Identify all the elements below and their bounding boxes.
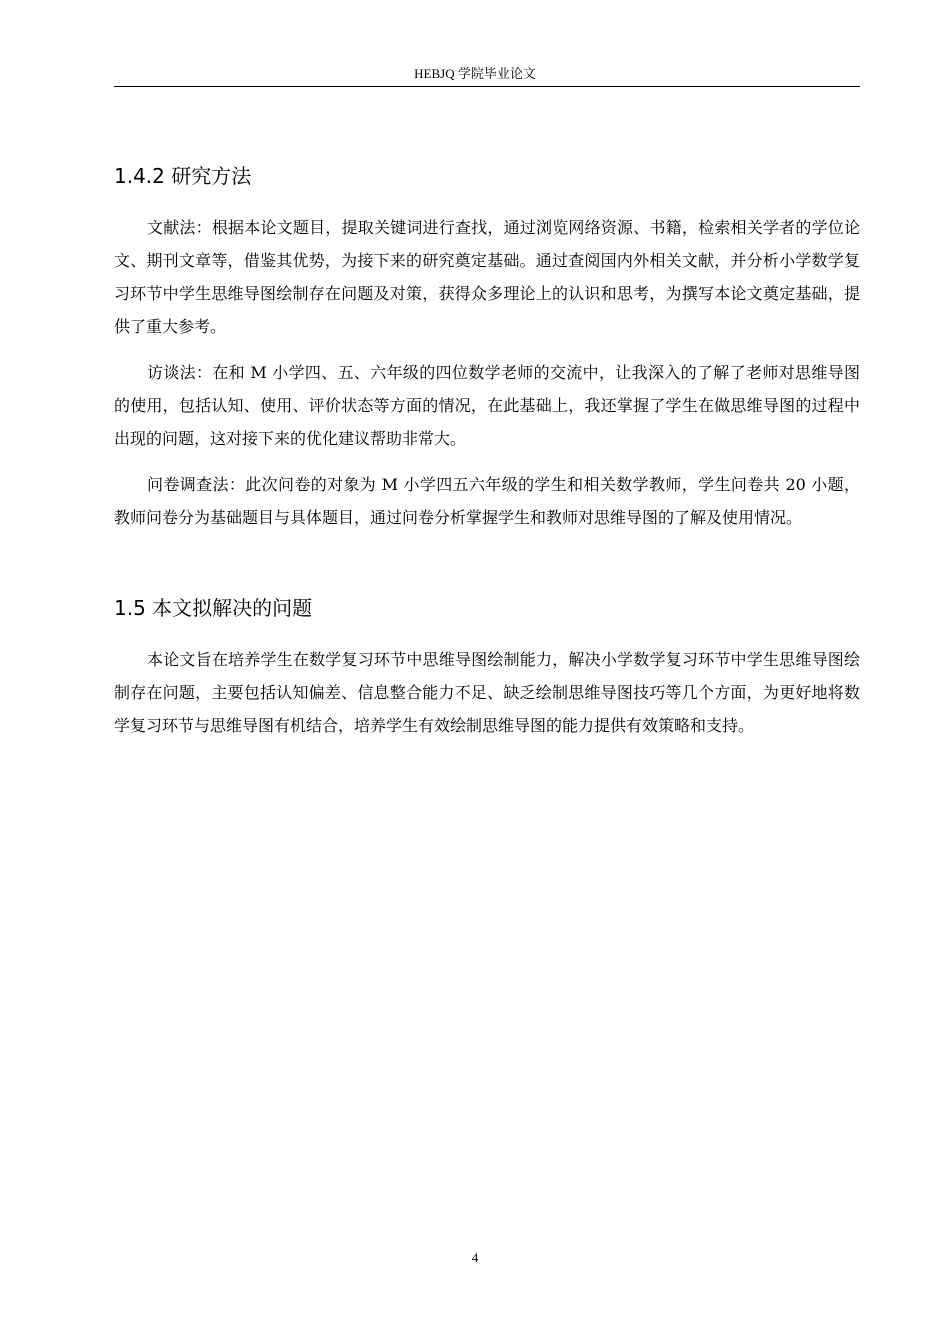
paragraph-literature-method: 文献法：根据本论文题目，提取关键词进行查找，通过浏览网络资源、书籍，检索相关学者的学位论文、期刊文章等，借鉴其优势，为接下来的研究奠定基础。通过查阅国内外相关文献，并分析小学数学复习环节中学生思维导图绘制存在问题及对策，获得众多理论上的认识和思考，为撰写本论文奠定基础，提供了重大参考。	[114, 218, 860, 336]
header-divider	[114, 86, 860, 87]
page-number: 4	[471, 1250, 479, 1265]
section-heading-problems-to-solve: 1.5 本文拟解决的问题	[114, 596, 313, 620]
paragraph-interview-method: 访谈法：在和 M 小学四、五、六年级的四位数学老师的交流中，让我深入的了解了老师对思维导图的使用，包括认知、使用、评价状态等方面的情况，在此基础上，我还掌握了学生在做思维导图的过程中出现的问题，这对接下来的优化建议帮助非常大。	[114, 363, 860, 448]
section-heading-research-methods: 1.4.2 研究方法	[114, 164, 252, 188]
running-header: HEBJQ 学院毕业论文	[414, 66, 536, 81]
paragraph-problems-to-solve: 本论文旨在培养学生在数学复习环节中思维导图绘制能力，解决小学数学复习环节中学生思维导图绘制存在问题，主要包括认知偏差、信息整合能力不足、缺乏绘制思维导图技巧等几个方面，为更好地将数学复习环节与思维导图有机结合，培养学生有效绘制思维导图的能力提供有效策略和支持。	[114, 650, 860, 735]
paragraph-questionnaire-method: 问卷调查法：此次问卷的对象为 M 小学四五六年级的学生和相关数学教师，学生问卷共 20 小题，教师问卷分为基础题目与具体题目，通过问卷分析掌握学生和教师对思维导图的了解及使用情况。	[114, 475, 860, 527]
